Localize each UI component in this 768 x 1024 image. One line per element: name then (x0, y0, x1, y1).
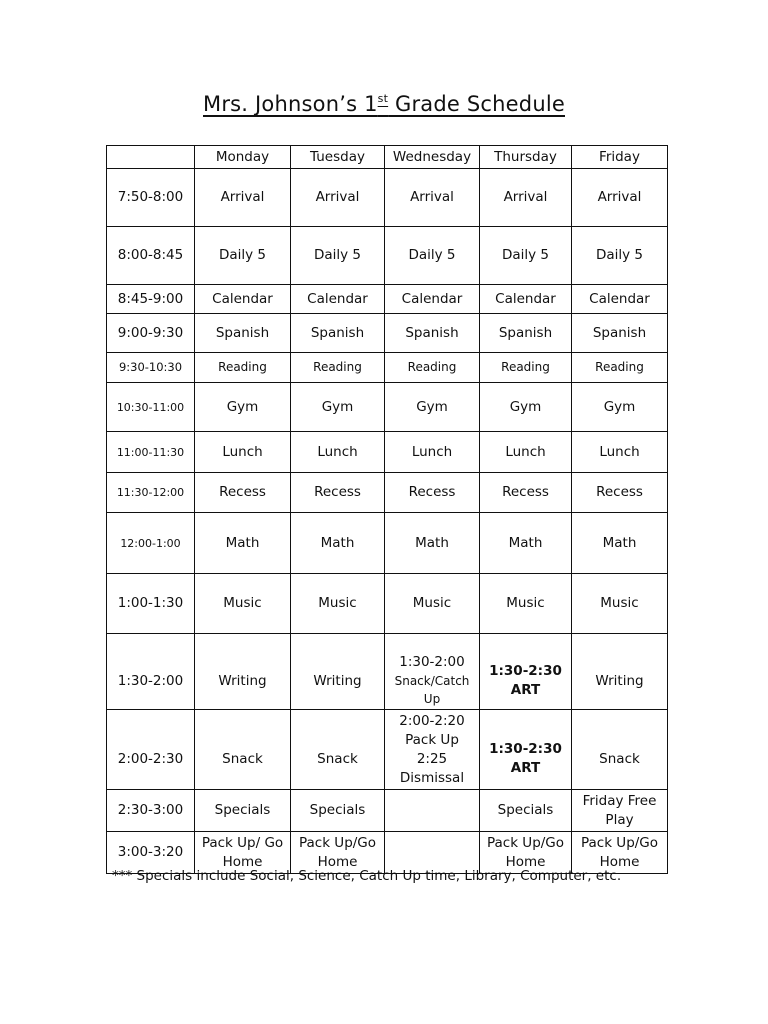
wednesday-split-cell (385, 634, 480, 710)
activity-cell: Lunch (291, 432, 385, 473)
activity-cell: Snack (572, 710, 668, 790)
activity-cell: Gym (385, 383, 480, 432)
activity-cell: Math (291, 513, 385, 574)
activity-cell: Gym (195, 383, 291, 432)
table-row (107, 790, 668, 832)
table-row (107, 314, 668, 353)
activity-cell: Math (572, 513, 668, 574)
time-cell: 8:00-8:45 (107, 227, 195, 285)
activity-cell: Snack (195, 710, 291, 790)
title-prefix: Mrs. Johnson’s 1 (203, 92, 378, 116)
activity-cell: Spanish (291, 314, 385, 353)
table-row (107, 473, 668, 513)
activity-cell: Daily 5 (195, 227, 291, 285)
time-cell: 1:30-2:00 (107, 634, 195, 710)
table-row (107, 513, 668, 574)
day-header: Monday (195, 146, 291, 169)
day-header: Wednesday (385, 146, 480, 169)
activity-cell: Recess (480, 473, 572, 513)
activity-cell: Arrival (572, 169, 668, 227)
activity-cell: Writing (291, 634, 385, 710)
corner-cell (107, 146, 195, 169)
activity-cell: Daily 5 (385, 227, 480, 285)
activity-cell: Writing (195, 634, 291, 710)
activity-cell: Calendar (291, 285, 385, 314)
activity-cell: Arrival (195, 169, 291, 227)
table-row (107, 169, 668, 227)
footnote: *** Specials include Social, Science, Catch Up time, Library, Computer, etc. (112, 868, 622, 884)
activity-cell: Reading (195, 353, 291, 383)
activity-cell: Music (195, 574, 291, 634)
time-cell: 9:00-9:30 (107, 314, 195, 353)
time-cell: 11:30-12:00 (107, 473, 195, 513)
activity-cell: Daily 5 (480, 227, 572, 285)
activity-cell: Arrival (480, 169, 572, 227)
activity-cell: Pack Up/Go Home (480, 832, 572, 874)
day-header: Thursday (480, 146, 572, 169)
activity-cell: Spanish (195, 314, 291, 353)
activity-cell: Spanish (572, 314, 668, 353)
time-cell: 3:00-3:20 (107, 832, 195, 874)
activity-cell: Reading (572, 353, 668, 383)
page-title (0, 92, 768, 116)
time-cell: 2:30-3:00 (107, 790, 195, 832)
schedule-table (106, 145, 668, 874)
activity-cell: Reading (480, 353, 572, 383)
activity-cell: Gym (291, 383, 385, 432)
dismissal-cell: 2:00-2:20 Pack Up 2:25 Dismissal (385, 710, 480, 790)
table-row (107, 574, 668, 634)
activity-cell: Music (572, 574, 668, 634)
activity-cell: Recess (572, 473, 668, 513)
time-cell: 12:00-1:00 (107, 513, 195, 574)
activity-cell: Spanish (480, 314, 572, 353)
table-row (107, 383, 668, 432)
activity-cell: Specials (195, 790, 291, 832)
activity-cell: Daily 5 (291, 227, 385, 285)
time-cell: 10:30-11:00 (107, 383, 195, 432)
activity-cell: Lunch (195, 432, 291, 473)
activity-cell: Recess (291, 473, 385, 513)
activity-cell: Specials (480, 790, 572, 832)
art-cell: 1:30-2:30 ART (480, 710, 572, 790)
activity-cell: Arrival (291, 169, 385, 227)
activity-cell: Reading (291, 353, 385, 383)
title-superscript: st (377, 92, 389, 105)
activity-cell: Music (480, 574, 572, 634)
table-row (107, 227, 668, 285)
activity-cell: Lunch (572, 432, 668, 473)
activity-cell: Calendar (480, 285, 572, 314)
activity-cell: Gym (480, 383, 572, 432)
activity-cell: Recess (195, 473, 291, 513)
activity-cell: Music (385, 574, 480, 634)
activity-time: 1:30-2:00 (399, 653, 465, 670)
activity-cell: Pack Up/Go Home (572, 832, 668, 874)
activity-cell: Arrival (385, 169, 480, 227)
activity-cell: Lunch (480, 432, 572, 473)
table-row (107, 432, 668, 473)
activity-cell: Recess (385, 473, 480, 513)
activity-cell: Spanish (385, 314, 480, 353)
activity-note: Snack/Catch Up (394, 673, 470, 706)
activity-cell: Math (480, 513, 572, 574)
activity-cell: Lunch (385, 432, 480, 473)
activity-cell: Friday Free Play (572, 790, 668, 832)
activity-cell: Snack (291, 710, 385, 790)
activity-cell: Pack Up/Go Home (291, 832, 385, 874)
activity-cell: Math (195, 513, 291, 574)
activity-cell: Music (291, 574, 385, 634)
time-cell: 7:50-8:00 (107, 169, 195, 227)
activity-cell: Math (385, 513, 480, 574)
activity-cell: Writing (572, 634, 668, 710)
table-row (107, 710, 668, 790)
activity-cell: Specials (291, 790, 385, 832)
activity-cell: Reading (385, 353, 480, 383)
title-suffix: Grade Schedule (388, 92, 565, 116)
table-row (107, 353, 668, 383)
time-cell: 2:00-2:30 (107, 710, 195, 790)
activity-cell: Daily 5 (572, 227, 668, 285)
time-cell: 11:00-11:30 (107, 432, 195, 473)
day-header: Friday (572, 146, 668, 169)
time-cell: 8:45-9:00 (107, 285, 195, 314)
activity-cell: Gym (572, 383, 668, 432)
activity-cell: Calendar (572, 285, 668, 314)
table-row (107, 285, 668, 314)
activity-cell: Pack Up/ Go Home (195, 832, 291, 874)
day-header: Tuesday (291, 146, 385, 169)
header-row (107, 146, 668, 169)
time-cell: 1:00-1:30 (107, 574, 195, 634)
activity-cell (385, 790, 480, 832)
time-cell: 9:30-10:30 (107, 353, 195, 383)
activity-cell: Calendar (385, 285, 480, 314)
activity-cell: Calendar (195, 285, 291, 314)
table-row (107, 634, 668, 710)
art-cell: 1:30-2:30 ART (480, 634, 572, 710)
